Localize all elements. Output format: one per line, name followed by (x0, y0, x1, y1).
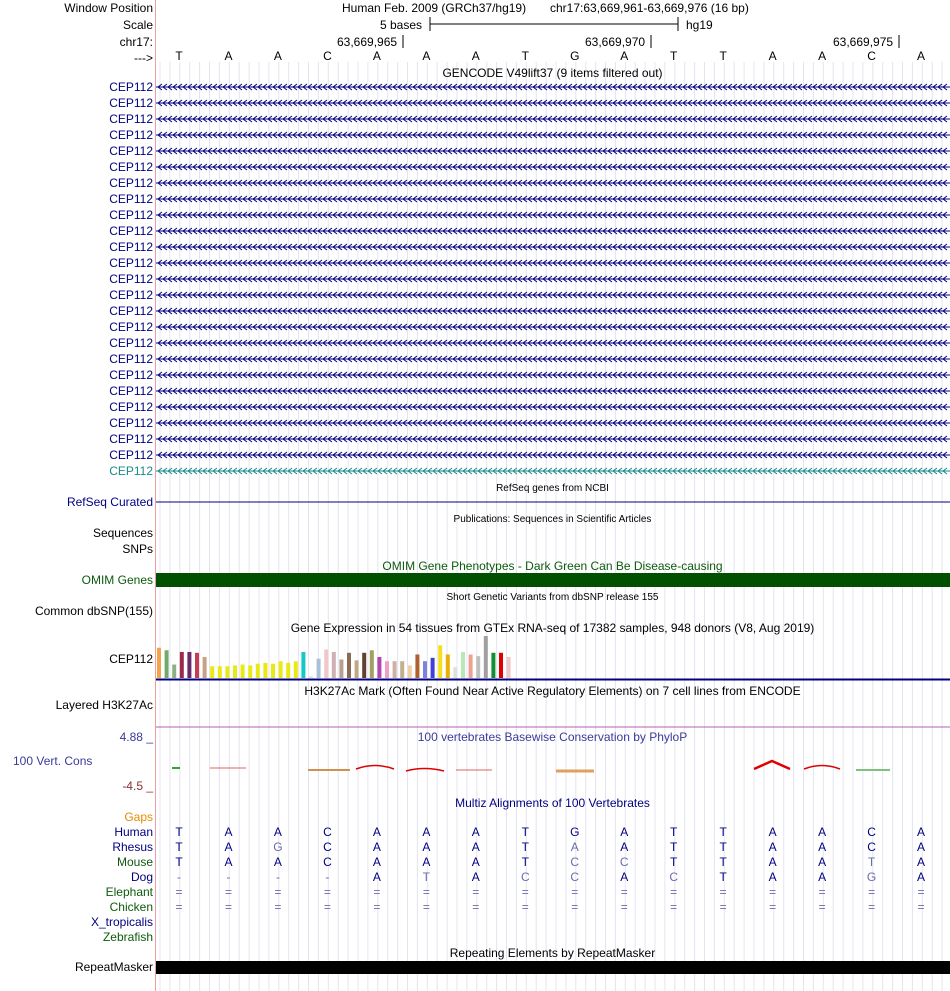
phylop-peak (356, 766, 394, 770)
gtex-tissue-bar (446, 654, 450, 678)
aligned-base: G (273, 840, 283, 854)
gencode-gene-label[interactable]: CEP112 (109, 192, 153, 206)
aligned-base: A (570, 840, 579, 854)
gencode-gene-label[interactable]: CEP112 (109, 160, 153, 174)
gtex-tissue-bar (263, 663, 267, 678)
aligned-base: C (323, 825, 332, 839)
sequence-base: T (670, 49, 678, 63)
gencode-gene-label[interactable]: CEP112 (109, 256, 153, 270)
gencode-gene-label[interactable]: CEP112 (109, 288, 153, 302)
aligned-base: = (620, 885, 628, 899)
gtex-tissue-bar (385, 661, 389, 678)
tick-label: 63,669,975 (833, 35, 894, 49)
aligned-base: = (274, 885, 282, 899)
aligned-base: C (323, 840, 332, 854)
gencode-gene-label[interactable]: CEP112 (109, 416, 153, 430)
aligned-base: = (670, 885, 678, 899)
sequence-base: A (273, 49, 282, 63)
aligned-base: G (570, 825, 580, 839)
omim-label[interactable]: OMIM Genes (81, 573, 153, 587)
gtex-tissue-bar (469, 654, 473, 678)
gtex-tissue-bar (180, 652, 184, 678)
phylop-peak (406, 769, 444, 772)
tick-label: 63,669,970 (585, 35, 646, 49)
aligned-base: A (471, 855, 480, 869)
aligned-base: C (520, 870, 530, 884)
aligned-base: A (768, 840, 777, 854)
aligned-base: = (769, 885, 777, 899)
gencode-gene-label[interactable]: CEP112 (109, 240, 153, 254)
aligned-base: = (868, 900, 876, 914)
repeatmasker-track-title[interactable]: Repeating Elements by RepeatMasker (449, 946, 656, 960)
gencode-gene-label[interactable]: CEP112 (109, 448, 153, 462)
aligned-base: - (177, 870, 181, 884)
gencode-gene-label[interactable]: CEP112 (109, 208, 153, 222)
assembly-text: Human Feb. 2009 (GRCh37/hg19) (342, 1, 527, 15)
aligned-base: A (372, 870, 381, 884)
aligned-base: T (521, 855, 529, 869)
aligned-base: - (275, 870, 280, 884)
aligned-base: A (422, 840, 431, 854)
aligned-base: A (224, 855, 233, 869)
gtex-tissue-bar (301, 652, 305, 678)
aligned-base: = (472, 900, 480, 914)
aligned-base: A (768, 825, 777, 839)
sequence-base: A (372, 49, 381, 63)
sequence-base: A (422, 49, 431, 63)
gencode-gene-label[interactable]: CEP112 (109, 464, 153, 478)
gtex-tissue-bar (415, 654, 419, 678)
aligned-base: = (422, 900, 430, 914)
sequence-base: T (719, 49, 727, 63)
repeatmasker-bar (156, 961, 950, 974)
gtex-tissue-bar (157, 648, 161, 678)
pubs-track-title[interactable]: Publications: Sequences in Scientific Articles (453, 514, 652, 525)
strand-label: ---> (134, 51, 153, 65)
gtex-tissue-bar (309, 676, 313, 678)
gtex-tissue-bar (324, 649, 328, 678)
scale-db: hg19 (686, 18, 713, 32)
gtex-tissue-bar (347, 653, 351, 678)
gtex-tissue-bar (438, 645, 442, 678)
gtex-tissue-bar (491, 653, 495, 678)
aligned-base: - (226, 870, 231, 884)
gtex-tissue-bar (355, 660, 359, 678)
aligned-base: = (175, 885, 183, 899)
phylop-peak (804, 766, 840, 770)
aligned-base: = (323, 885, 331, 899)
aligned-base: C (570, 870, 580, 884)
aligned-base: A (917, 870, 926, 884)
aligned-base: A (917, 855, 926, 869)
phylop-min-value: -4.5 _ (122, 779, 153, 793)
aligned-base: = (373, 900, 381, 914)
gtex-tissue-bar (317, 659, 321, 678)
gtex-tissue-bar (453, 667, 457, 678)
gtex-tissue-bar (362, 653, 366, 678)
phylop-max-value: 4.88 _ (119, 730, 153, 744)
gencode-gene-label[interactable]: CEP112 (109, 128, 153, 142)
aligned-base: C (570, 855, 580, 869)
gtex-tissue-bar (271, 664, 275, 678)
aligned-base: - (325, 870, 330, 884)
aligned-base: = (521, 900, 529, 914)
multiz-track-title[interactable]: Multiz Alignments of 100 Vertebrates (455, 796, 650, 810)
phylop-label[interactable]: 100 Vert. Cons (13, 754, 93, 768)
aligned-base: A (273, 825, 282, 839)
gtex-tissue-bar (225, 666, 229, 678)
aligned-base: T (719, 855, 727, 869)
aligned-base: A (422, 855, 431, 869)
aligned-base: C (867, 840, 876, 854)
gtex-tissue-bar (400, 661, 404, 678)
position-text[interactable]: chr17:63,669,961-63,669,976 (16 bp) (550, 1, 749, 15)
gencode-gene-label[interactable]: CEP112 (109, 272, 153, 286)
phylop-peak (754, 761, 790, 769)
aligned-base: G (866, 870, 877, 884)
gtex-tissue-bar (484, 636, 488, 678)
gtex-tissue-bar (370, 650, 374, 678)
aligned-base: = (868, 885, 876, 899)
aligned-base: = (917, 885, 925, 899)
aligned-base: A (224, 825, 233, 839)
aligned-base: A (471, 825, 480, 839)
gtex-tissue-bar (187, 652, 191, 678)
aligned-base: A (620, 840, 629, 854)
gtex-tissue-bar (279, 661, 283, 678)
aligned-base: A (372, 840, 381, 854)
aligned-base: = (274, 900, 282, 914)
gencode-gene-label[interactable]: CEP112 (109, 352, 153, 366)
gtex-tissue-bar (165, 650, 169, 678)
aligned-base: A (818, 840, 827, 854)
aligned-base: A (768, 870, 777, 884)
aligned-base: = (719, 900, 727, 914)
aligned-base: T (175, 840, 183, 854)
aligned-base: T (175, 825, 183, 839)
gencode-gene-label[interactable]: CEP112 (109, 144, 153, 158)
aligned-base: = (175, 900, 183, 914)
gtex-track-title[interactable]: Gene Expression in 54 tissues from GTEx RNA-seq of 17382 samples, 948 donors (V8, Aug 2019) (290, 621, 815, 635)
snps-label[interactable]: SNPs (122, 542, 153, 556)
aligned-base: = (670, 900, 678, 914)
gtex-tissue-bar (241, 665, 245, 678)
refseq-label[interactable]: RefSeq Curated (66, 495, 153, 509)
aligned-base: = (719, 885, 727, 899)
aligned-base: = (323, 900, 331, 914)
aligned-base: T (521, 825, 529, 839)
h3k27ac-label[interactable]: Layered H3K27Ac (55, 698, 153, 712)
gtex-tissue-bar (332, 652, 336, 678)
aligned-base: A (818, 870, 827, 884)
sequences-label[interactable]: Sequences (92, 526, 153, 540)
aligned-base: A (620, 870, 629, 884)
aligned-base: C (867, 825, 876, 839)
refseq-track-title[interactable]: RefSeq genes from NCBI (496, 483, 609, 494)
gtex-tissue-bar (248, 665, 252, 678)
gtex-label[interactable]: CEP112 (109, 652, 153, 666)
sequence-base: A (768, 49, 777, 63)
gencode-track-title[interactable]: GENCODE V49lift37 (9 items filtered out) (442, 66, 663, 80)
aligned-base: = (521, 885, 529, 899)
aligned-base: T (719, 870, 727, 884)
aligned-base: = (224, 885, 232, 899)
aligned-base: = (769, 900, 777, 914)
aligned-base: A (818, 855, 827, 869)
species-label[interactable]: Zebrafish (102, 930, 153, 944)
aligned-base: T (175, 855, 183, 869)
omim-bar (156, 573, 950, 587)
aligned-base: A (620, 825, 629, 839)
gtex-tissue-bar (423, 661, 427, 678)
gtex-tissue-bar (233, 665, 237, 678)
gtex-tissue-bar (499, 653, 503, 678)
dbsnp-label[interactable]: Common dbSNP(155) (34, 604, 153, 618)
aligned-base: A (372, 855, 381, 869)
aligned-base: = (571, 885, 579, 899)
aligned-base: A (224, 840, 233, 854)
species-label[interactable]: Mouse (116, 855, 153, 869)
aligned-base: A (372, 825, 381, 839)
aligned-base: T (867, 855, 876, 869)
gtex-tissue-bar (377, 657, 381, 678)
aligned-base: = (224, 900, 232, 914)
aligned-base: T (422, 870, 431, 884)
species-label[interactable]: Rhesus (112, 840, 153, 854)
aligned-base: C (323, 855, 332, 869)
aligned-base: A (422, 825, 431, 839)
gencode-gene-label[interactable]: CEP112 (109, 176, 153, 190)
sequence-base: A (818, 49, 827, 63)
aligned-base: A (768, 855, 777, 869)
gtex-tissue-bar (461, 652, 465, 678)
aligned-base: A (471, 840, 480, 854)
aligned-base: T (521, 840, 529, 854)
gencode-gene-label[interactable]: CEP112 (109, 336, 153, 350)
gtex-tissue-bar (431, 658, 435, 678)
aligned-base: T (670, 825, 678, 839)
gtex-tissue-bar (218, 666, 222, 678)
aligned-base: T (670, 840, 678, 854)
chr-label: chr17: (119, 35, 153, 49)
sequence-base: T (175, 49, 183, 63)
species-label[interactable]: Dog (130, 870, 153, 884)
aligned-base: A (917, 825, 926, 839)
sequence-base: G (570, 49, 580, 63)
gtex-tissue-bar (294, 661, 298, 678)
sequence-base: C (867, 49, 876, 63)
aligned-base: A (471, 870, 480, 884)
gtex-tissue-bar (195, 653, 199, 678)
gtex-tissue-bar (172, 665, 176, 678)
gencode-gene-label[interactable]: CEP112 (109, 320, 153, 334)
sequence-base: A (224, 49, 233, 63)
sequence-base: A (471, 49, 480, 63)
aligned-base: = (422, 885, 430, 899)
species-label[interactable]: Elephant (105, 885, 153, 899)
gtex-tissue-bar (203, 657, 207, 678)
aligned-base: = (818, 900, 826, 914)
sequence-base: C (323, 49, 332, 63)
sequence-base: T (521, 49, 529, 63)
aligned-base: T (719, 825, 727, 839)
gtex-tissue-bar (210, 666, 214, 678)
tick-label: 63,669,965 (337, 35, 398, 49)
aligned-base: A (818, 825, 827, 839)
aligned-base: T (719, 840, 727, 854)
h3k27ac-track-title[interactable]: H3K27Ac Mark (Often Found Near Active Regulatory Elements) on 7 cell lines from ENCODE (304, 684, 801, 698)
aligned-base: = (620, 900, 628, 914)
aligned-base: = (917, 900, 925, 914)
dbsnp-track-title[interactable]: Short Genetic Variants from dbSNP release 155 (446, 592, 659, 603)
gencode-gene-label[interactable]: CEP112 (109, 112, 153, 126)
species-label[interactable]: X_tropicalis (90, 915, 153, 929)
gtex-tissue-bar (339, 660, 343, 678)
gtex-tissue-bar (476, 656, 480, 678)
aligned-base: A (273, 855, 282, 869)
species-label[interactable]: Chicken (109, 900, 153, 914)
phylop-track-title[interactable]: 100 vertebrates Basewise Conservation by PhyloP (417, 730, 688, 744)
sequence-base: A (620, 49, 629, 63)
omim-track-title[interactable]: OMIM Gene Phenotypes - Dark Green Can Be Disease-causing (382, 559, 723, 573)
gencode-gene-label[interactable]: CEP112 (109, 432, 153, 446)
gencode-gene-label[interactable]: CEP112 (109, 304, 153, 318)
aligned-base: = (472, 885, 480, 899)
scale-label: Scale (122, 18, 153, 32)
repeatmasker-label[interactable]: RepeatMasker (74, 960, 153, 974)
gtex-tissue-bar (507, 657, 511, 678)
scale-text: 5 bases (380, 18, 423, 32)
aligned-base: = (373, 885, 381, 899)
gencode-gene-label[interactable]: CEP112 (109, 96, 153, 110)
gencode-gene-label[interactable]: CEP112 (109, 224, 153, 238)
gencode-gene-label[interactable]: CEP112 (109, 368, 153, 382)
sequence-base: A (917, 49, 926, 63)
aligned-base: A (917, 840, 926, 854)
aligned-base: T (670, 855, 678, 869)
gtex-tissue-bar (393, 661, 397, 678)
gaps-label[interactable]: Gaps (124, 810, 153, 824)
gencode-gene-label[interactable]: CEP112 (109, 384, 153, 398)
gtex-tissue-bar (408, 665, 412, 678)
aligned-base: C (619, 855, 629, 869)
gencode-gene-label[interactable]: CEP112 (109, 80, 153, 94)
gtex-tissue-bar (286, 663, 290, 678)
gtex-tissue-bar (256, 664, 260, 678)
gencode-gene-label[interactable]: CEP112 (109, 400, 153, 414)
aligned-base: C (669, 870, 679, 884)
window-position-label: Window Position (64, 1, 153, 15)
aligned-base: = (571, 900, 579, 914)
aligned-base: = (818, 885, 826, 899)
species-label[interactable]: Human (114, 825, 153, 839)
